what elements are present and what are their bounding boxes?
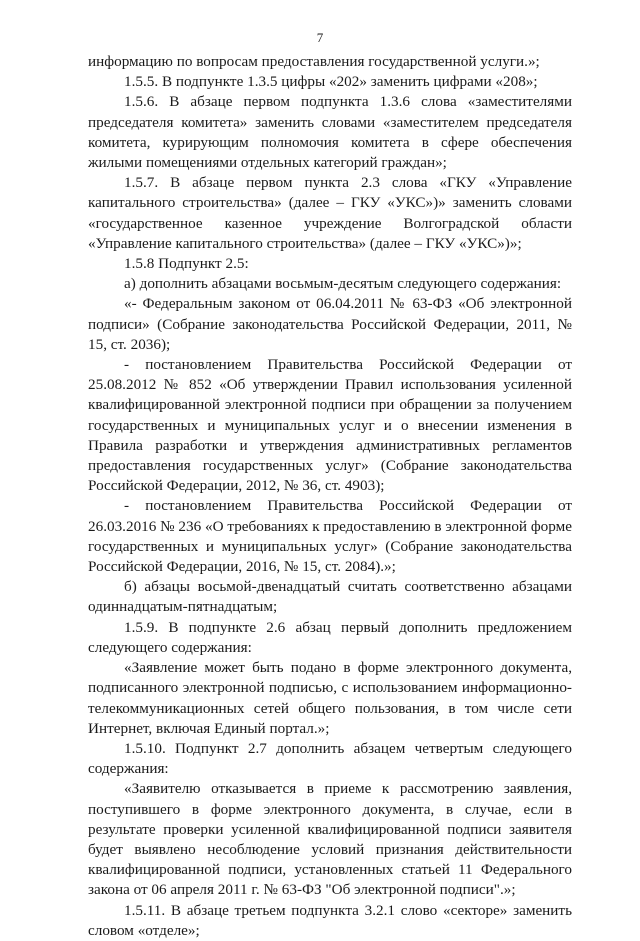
paragraph: 1.5.10. Подпункт 2.7 дополнить абзацем четвертым следующего содержания:	[88, 739, 572, 778]
paragraph: б) абзацы восьмой-двенадцатый считать соответственно абзацами одиннадцатым-пятнадцатым;	[88, 578, 572, 616]
paragraph: информацию по вопросам предоставления государственной услуги.»;	[88, 53, 540, 70]
document-body	[88, 52, 572, 941]
paragraph: «Заявителю отказывается в приеме к рассмотрению заявления, поступившего в форме электронного документа, в случае, если в результате проверки усиленной квалифицированной подписи заявителя будет выявлено несоблюдение условий признания действительности квалифицированной подписи, установленных статьей 11 Федерального закона от 06 апреля 2011 г. № 63-ФЗ "Об электронной подписи".»;	[88, 780, 572, 899]
paragraph: - постановлением Правительства Российской Федерации от 25.08.2012 № 852 «Об утверждении Правил использования усиленной квалифицированной электронной подписи при обращении за получением государственных и муниципальных услуг и о внесении изменения в Правила разработки и утверждения административных регламентов предоставления государственных услуг» (Собрание законодательства Российской Федерации, 2012, № 36, ст. 4903);	[88, 356, 572, 495]
paragraph: 1.5.7. В абзаце первом пункта 2.3 слова «ГКУ «Управление капитального строительства» (далее – ГКУ «УКС»)» заменить словами «государственное казенное учреждение Волгоградской области «Управление капитального строительства» (далее – ГКУ «УКС»)»;	[88, 174, 572, 252]
paragraph: 1.5.8 Подпункт 2.5:	[124, 255, 249, 273]
paragraph: - постановлением Правительства Российской Федерации от 26.03.2016 № 236 «О требованиях к предоставлению в электронной форме государственных и муниципальных услуг» (Собрание законодательства Российской Федерации, 2016, № 15, ст. 2084).»;	[88, 497, 572, 576]
paragraph: 1.5.6. В абзаце первом подпункта 1.3.6 слова «заместителями председателя комитета» заменить словами «заместителем председателя комитета, курирующим полномочия комитета в сфере обеспечения жилыми помещениями отдельных категорий граждан»;	[88, 93, 572, 172]
page-number: 7	[316, 30, 324, 45]
paragraph: 1.5.5. В подпункте 1.3.5 цифры «202» заменить цифрами «208»;	[124, 73, 538, 91]
paragraph: 1.5.9. В подпункте 2.6 абзац первый дополнить предложением следующего содержания:	[88, 618, 572, 656]
paragraph: а) дополнить абзацами восьмым-десятым следующего содержания:	[124, 275, 562, 293]
paragraph: «- Федеральным законом от 06.04.2011 № 63-ФЗ «Об электронной подписи» (Собрание законодательства Российской Федерации, 2011, № 15, ст. 2036);	[88, 295, 572, 353]
paragraph: «Заявление может быть подано в форме электронного документа, подписанного электронной подписью, с использованием информационно-телекоммуникационных сетей общего пользования, в том числе сети Интернет, включая Единый портал.»;	[88, 659, 572, 737]
paragraph: 1.5.11. В абзаце третьем подпункта 3.2.1 слово «секторе» заменить словом «отделе»;	[88, 901, 572, 939]
